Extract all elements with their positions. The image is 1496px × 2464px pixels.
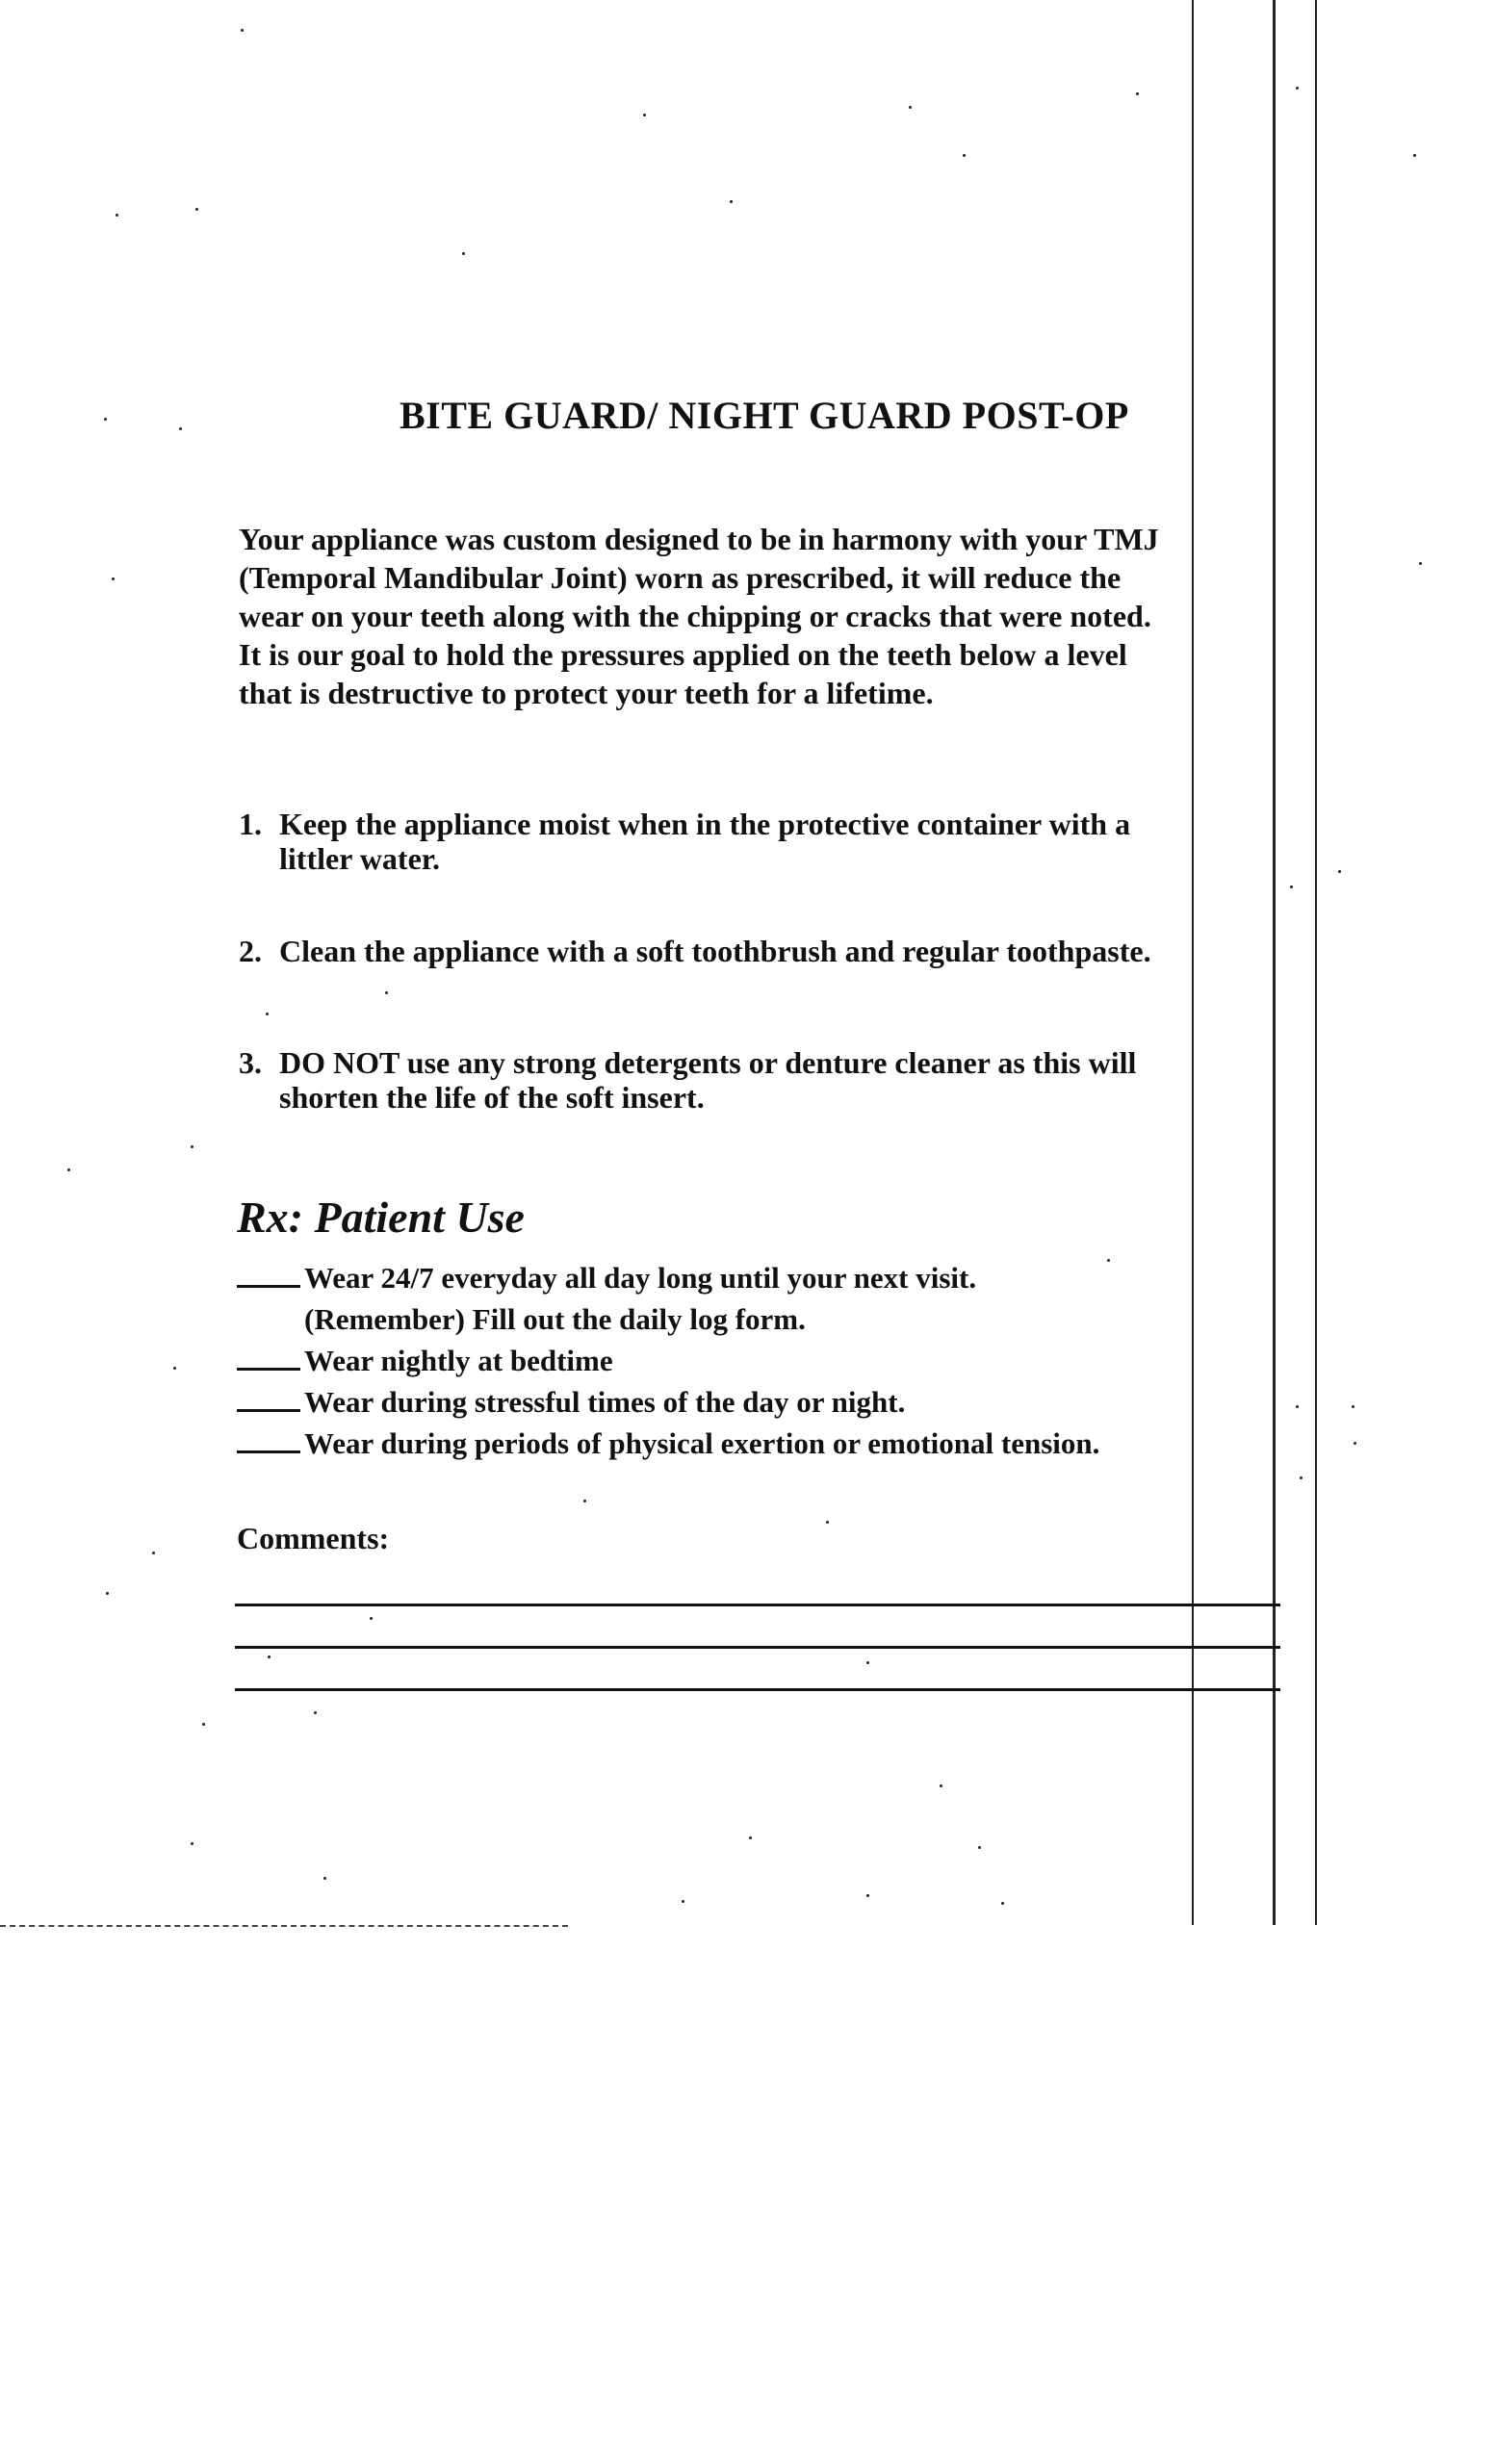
instruction-text [279,807,1278,876]
scan-speck [1338,870,1341,873]
comment-line[interactable] [235,1688,1280,1691]
scan-speck [940,1784,942,1787]
intro-paragraph [239,520,1278,712]
scan-speck [909,106,912,109]
instruction-number: 2. [239,934,262,968]
rx-options [237,1257,1296,1464]
scan-speck [116,214,118,217]
scan-speck [583,1500,586,1502]
checkbox-blank-line[interactable] [237,1264,300,1288]
rx-option [237,1257,1296,1298]
scan-speck [730,200,733,203]
instruction-text [279,1045,1278,1115]
intro-line: that is destructive to protect your teeth for a lifetime. [239,676,934,710]
comments-label: Comments: [237,1521,390,1555]
scan-speck [1001,1902,1004,1905]
rx-option-note [237,1298,1296,1340]
rx-option-label: Wear nightly at bedtime [304,1344,613,1377]
scan-speck [1300,1476,1303,1479]
scan-speck [314,1711,317,1714]
scan-speck [104,418,107,421]
instruction-line: Clean the appliance with a soft toothbrush and regular toothpaste. [279,934,1151,968]
instruction-number: 3. [239,1045,262,1080]
scan-speck [1136,92,1139,95]
scan-speck [1352,1405,1354,1408]
scan-speck [370,1617,373,1620]
instruction-number: 1. [239,807,262,841]
scan-speck [963,154,966,157]
scan-speck [67,1168,70,1171]
scan-speck [1419,562,1422,565]
scan-edge-dashes [0,1925,568,1927]
scan-speck [195,208,198,211]
scan-speck [1296,87,1299,90]
intro-line: (Temporal Mandibular Joint) worn as prescribed, it will reduce the [239,560,1122,595]
instruction-item [239,1045,1278,1115]
scan-speck [749,1836,752,1839]
instruction-item [239,807,1278,876]
intro-line: Your appliance was custom designed to be in harmony with your TMJ [239,522,1159,556]
scan-speck [385,991,388,994]
care-instructions [239,807,1278,1172]
rx-heading: Rx: Patient Use [237,1193,525,1242]
scan-speck [173,1367,176,1370]
scan-speck [1296,1405,1299,1408]
rx-option [237,1381,1296,1423]
comment-line[interactable] [235,1646,1280,1649]
scan-speck [112,578,115,580]
intro-line: wear on your teeth along with the chipping or cracks that were noted. [239,599,1151,633]
scan-speck [866,1661,869,1664]
instruction-text [279,934,1278,968]
scan-speck [191,1145,193,1148]
rx-option-note-label: (Remember) Fill out the daily log form. [304,1302,806,1336]
checkbox-blank-line[interactable] [237,1347,300,1371]
scan-line-right [1315,0,1317,1925]
rx-option-label: Wear during stressful times of the day or night. [304,1385,906,1419]
rx-option [237,1423,1296,1464]
scan-speck [826,1521,829,1524]
scan-speck [241,29,244,32]
scan-speck [462,252,465,255]
scan-speck [152,1552,155,1554]
rx-option [237,1340,1296,1381]
checkbox-blank-line[interactable] [237,1429,300,1453]
instruction-line: DO NOT use any strong detergents or denture cleaner as this will [279,1045,1137,1080]
scan-speck [1354,1442,1356,1445]
instruction-item [239,934,1278,968]
scan-speck [1107,1259,1110,1262]
rx-option-label: Wear during periods of physical exertion or emotional tension. [304,1426,1100,1460]
scan-speck [1290,886,1293,888]
comment-line[interactable] [235,1604,1280,1606]
document-title: BITE GUARD/ NIGHT GUARD POST-OP [400,394,1129,437]
instruction-line: Keep the appliance moist when in the protective container with a [279,807,1131,841]
instruction-line: littler water. [279,841,441,876]
scan-speck [268,1656,271,1658]
rx-option-label: Wear 24/7 everyday all day long until your next visit. [304,1261,977,1295]
scan-speck [179,427,182,430]
scan-speck [106,1592,109,1595]
checkbox-blank-line[interactable] [237,1388,300,1412]
scan-speck [1413,154,1416,157]
scan-speck [191,1842,193,1845]
intro-line: It is our goal to hold the pressures applied on the teeth below a level [239,637,1127,672]
scan-speck [682,1900,684,1903]
scan-speck [266,1013,269,1015]
scan-speck [643,114,646,116]
scan-speck [202,1723,205,1726]
scan-speck [866,1894,869,1897]
instruction-line: shorten the life of the soft insert. [279,1080,705,1115]
scan-speck [978,1846,981,1849]
scan-speck [323,1877,326,1880]
